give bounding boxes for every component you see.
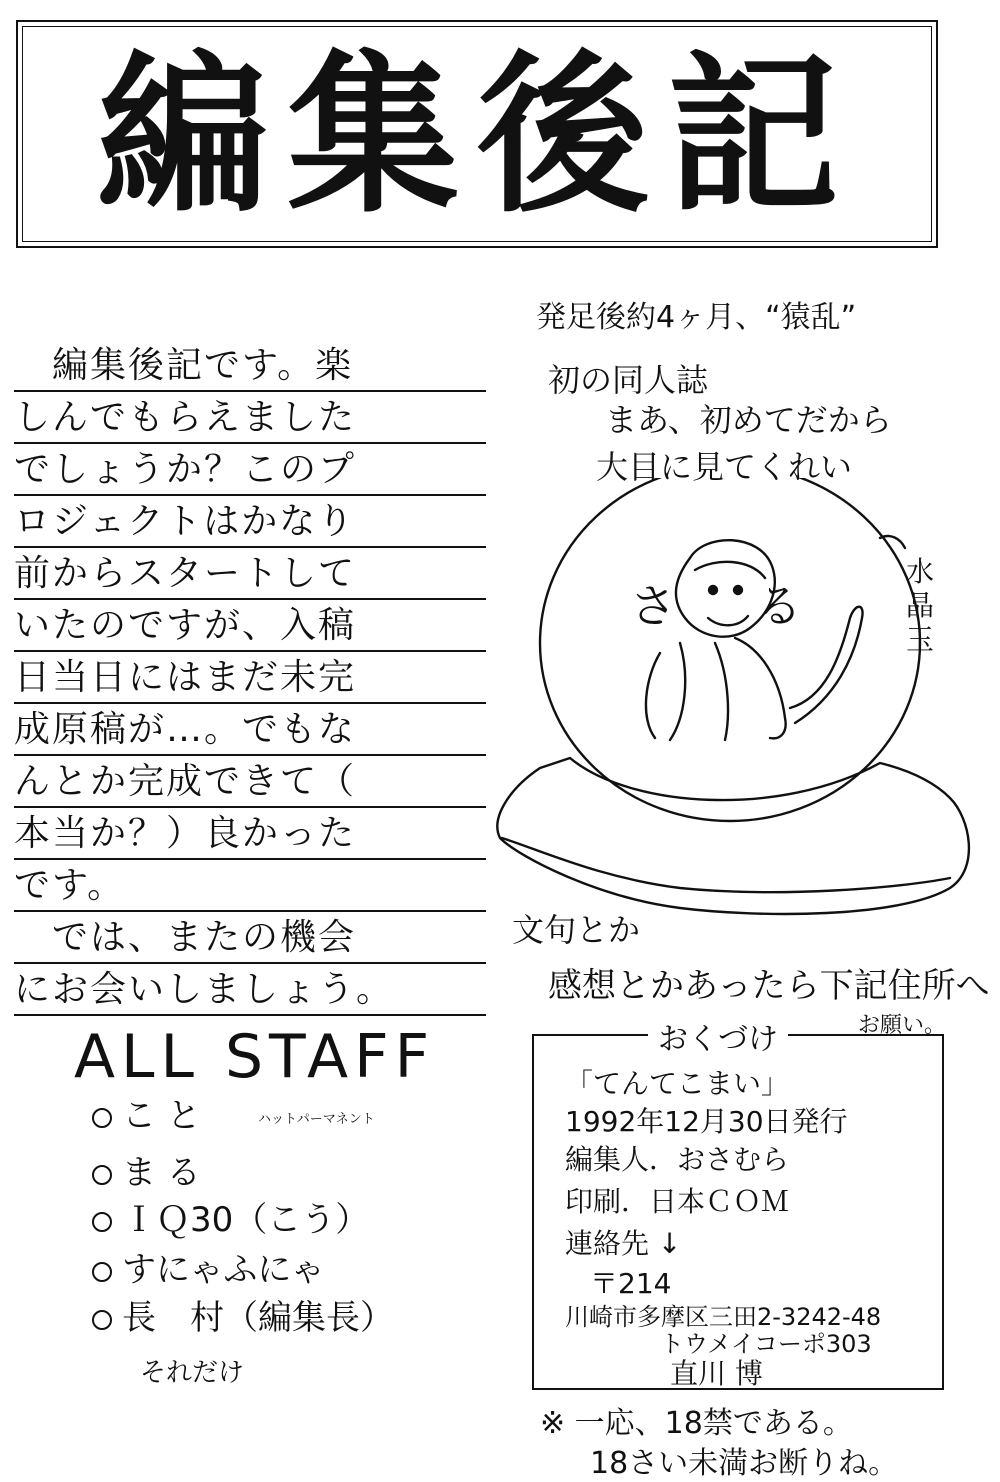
bullet-icon <box>92 1165 112 1185</box>
crystal-ball <box>540 478 920 821</box>
ball-label: さる <box>630 579 882 633</box>
impressions-line: 感想とかあったら下記住所へ <box>548 966 990 1006</box>
staff-title: ALL STAFF <box>74 1022 436 1092</box>
body-line: 編集後記です。楽 <box>14 340 486 392</box>
title-frame <box>16 20 938 248</box>
body-line: しんでもらえました <box>14 392 486 444</box>
monkey-body <box>646 638 786 740</box>
body-line: 本当か？）良かった <box>14 808 486 860</box>
staff-member: 長 村（編集長） <box>92 1290 394 1339</box>
body-line: にお会いしましょう。 <box>14 964 486 1016</box>
editor: 編集人．おさむら <box>565 1143 790 1176</box>
contact-label: 連絡先 ↓ <box>565 1227 682 1260</box>
note-top: 発足後約4ヶ月、“猿乱” <box>536 300 857 335</box>
note-line: まあ、初めてだから <box>605 401 892 439</box>
body-line: です。 <box>14 860 486 912</box>
staff-note: ハットパーマネント <box>258 1112 375 1127</box>
crystal-ball-label: 水晶玉 <box>905 555 934 656</box>
bullet-icon <box>92 1212 112 1232</box>
contact-name: 直川 博 <box>670 1357 763 1390</box>
bullet-icon <box>92 1108 112 1128</box>
address-line: 川崎市多摩区三田2-3242-48 <box>565 1303 882 1331</box>
body-line: ロジェクトはかなり <box>14 496 486 548</box>
body-line: 日当日にはまだ未完 <box>14 652 486 704</box>
note-line: 大目に見てくれい <box>596 448 853 486</box>
bullet-icon <box>92 1262 112 1282</box>
address-line: トウメイコーポ303 <box>660 1330 872 1358</box>
printer: 印刷．日本ＣＯＭ <box>565 1185 790 1218</box>
note-line: 初の同人誌 <box>548 361 709 399</box>
issue-date: 1992年12月30日発行 <box>565 1105 848 1138</box>
body-line: では、またの機会 <box>14 912 486 964</box>
body-text-block <box>14 340 486 1016</box>
body-line: 成原稿が…。でもな <box>14 704 486 756</box>
body-line: んとか完成できて（ <box>14 756 486 808</box>
body-line: いたのですが、入稿 <box>14 600 486 652</box>
staff-member: すにゃふにゃ <box>92 1242 325 1291</box>
staff-member: ＩＱ30（こう） <box>92 1192 369 1241</box>
body-line: でしょうか？このプ <box>14 444 486 496</box>
impressions-line: お願い。 <box>858 1013 947 1038</box>
page-title: 編集後記 <box>97 33 857 236</box>
staff-member: こ と <box>92 1088 201 1137</box>
impressions-line: 文句とか <box>512 911 641 949</box>
staff-footer: それだけ <box>140 1358 245 1388</box>
bullet-icon <box>92 1310 112 1330</box>
staff-member: ま る <box>92 1145 201 1194</box>
body-line: 前からスタートして <box>14 548 486 600</box>
postal-code: 〒214 <box>590 1267 672 1300</box>
colophon-title: おくづけ <box>648 1014 788 1058</box>
disclaimer-line: 18さい未満お断りね。 <box>590 1446 899 1481</box>
crystal-ball-illustration <box>480 478 1000 938</box>
book-title: 「てんてこまい」 <box>565 1067 790 1100</box>
disclaimer-line: ※ 一応、18禁である。 <box>540 1406 853 1441</box>
